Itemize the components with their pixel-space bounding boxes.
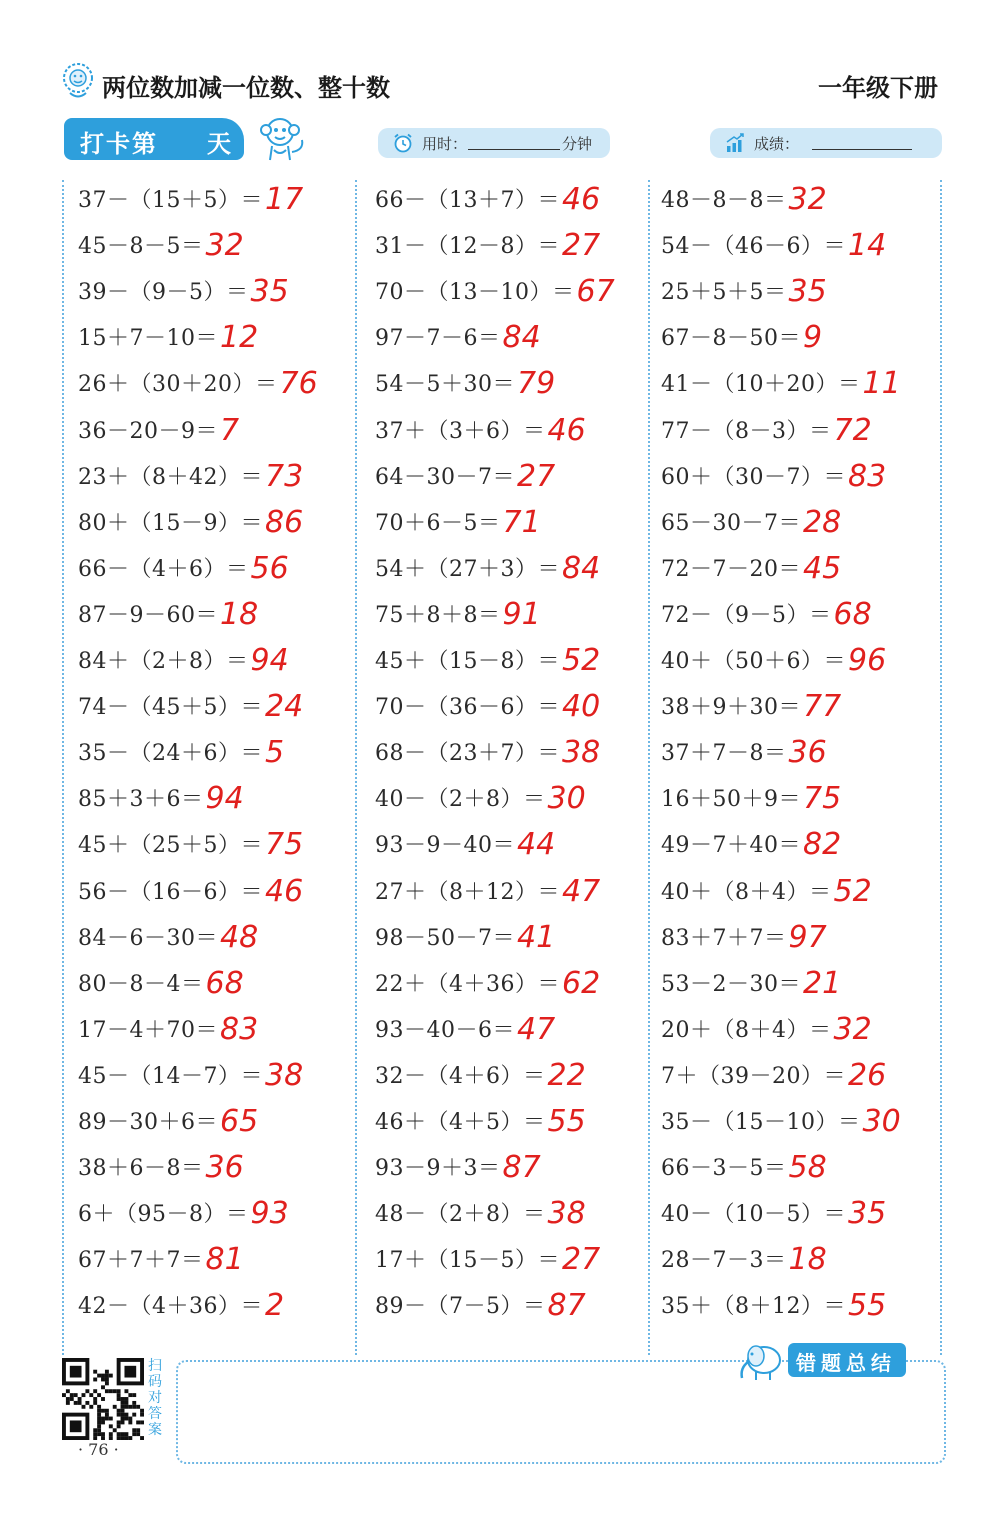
exercise-question: 40＋（50＋6）＝ [661, 649, 846, 674]
exercise-question: 74－（45＋5）＝ [78, 695, 263, 721]
exercise-item [375, 318, 541, 358]
exercise-answer: 71 [502, 504, 541, 540]
exercise-item [78, 733, 284, 773]
exercise-item [78, 1240, 244, 1280]
exercise-answer: 72 [833, 412, 872, 448]
exercise-item [78, 503, 303, 543]
time-input-line[interactable] [468, 149, 560, 150]
exercise-answer: 21 [803, 965, 842, 1001]
exercise-answer: 2 [265, 1288, 285, 1324]
exercise-question: 16＋50＋9＝ [661, 787, 801, 813]
exercise-item [78, 457, 303, 497]
exercise-question: 93－9＋3＝ [375, 1156, 501, 1182]
exercise-item [375, 733, 600, 773]
exercise-answer: 68 [205, 965, 244, 1001]
exercise-item [78, 825, 303, 865]
exercise-question: 45＋（15－8）＝ [375, 649, 560, 674]
exercise-item [78, 1010, 258, 1050]
exercise-answer: 77 [803, 689, 842, 725]
exercise-question: 72－（9－5）＝ [661, 602, 832, 628]
exercise-item [78, 180, 303, 220]
exercise-question: 67＋7＋7＝ [78, 1248, 204, 1274]
exercise-question: 70－（36－6）＝ [375, 695, 560, 721]
time-field [378, 128, 610, 158]
exercise-item [78, 1194, 289, 1234]
exercise-item [661, 733, 827, 773]
exercise-item [375, 1194, 586, 1234]
exercise-answer: 18 [788, 1242, 827, 1278]
exercise-item [375, 180, 600, 220]
exercise-item [661, 1010, 872, 1050]
exercise-question: 89－30＋6＝ [78, 1110, 218, 1135]
exercise-item [78, 272, 289, 312]
exercise-item [375, 1056, 586, 1096]
exercise-answer: 96 [848, 643, 887, 678]
exercise-question: 32－（4＋6）＝ [375, 1063, 546, 1089]
exercise-question: 36－20－9＝ [78, 418, 218, 444]
page-title: 两位数加减一位数、整十数 [102, 74, 390, 102]
exercise-question: 45＋（25＋5）＝ [78, 833, 263, 859]
exercise-question: 70－（13－10）＝ [375, 280, 575, 306]
exercise-answer: 40 [562, 689, 601, 725]
exercise-question: 66－（13＋7）＝ [375, 188, 560, 213]
exercise-question: 15＋7－10＝ [78, 326, 218, 352]
exercise-item [78, 411, 239, 451]
qr-caption: 扫码对答案 [148, 1358, 162, 1438]
exercise-answer: 84 [562, 550, 601, 586]
lion-logo-icon [62, 60, 94, 100]
exercise-answer: 79 [517, 366, 556, 402]
exercise-item [661, 318, 822, 358]
exercise-answer: 81 [205, 1242, 244, 1278]
exercise-question: 80－8－4＝ [78, 971, 204, 997]
exercise-question: 23＋（8＋42）＝ [78, 464, 263, 490]
exercise-question: 80＋（15－9）＝ [78, 510, 263, 536]
exercise-item [661, 779, 841, 819]
page-number: · 76 · [78, 1440, 119, 1459]
exercise-answer: 30 [547, 781, 586, 817]
exercise-answer: 67 [576, 274, 615, 310]
exercise-answer: 36 [205, 1150, 244, 1186]
exercise-answer: 56 [250, 550, 289, 586]
exercise-question: 77－（8－3）＝ [661, 418, 832, 444]
exercise-question: 84＋（2＋8）＝ [78, 649, 249, 674]
exercise-item [661, 825, 841, 865]
exercise-question: 40－（10－5）＝ [661, 1202, 846, 1228]
exercise-answer: 35 [788, 274, 827, 310]
exercise-question: 37－（15＋5）＝ [78, 188, 263, 213]
exercise-answer: 7 [220, 412, 240, 448]
exercise-answer: 27 [562, 1242, 601, 1278]
exercise-question: 83＋7＋7＝ [661, 925, 787, 951]
exercise-question: 54＋（27＋3）＝ [375, 556, 560, 582]
exercise-item [375, 595, 541, 635]
exercise-answer: 76 [279, 366, 318, 402]
elephant-icon [734, 1334, 788, 1384]
exercise-answer: 41 [517, 919, 556, 955]
exercise-answer: 93 [250, 1196, 289, 1232]
exercise-answer: 75 [803, 781, 842, 817]
exercise-question: 70＋6－5＝ [375, 510, 501, 536]
exercise-question: 31－（12－8）＝ [375, 234, 560, 260]
exercise-answer: 35 [250, 274, 289, 310]
exercise-answer: 30 [862, 1104, 901, 1139]
exercise-question: 17－4＋70＝ [78, 1017, 218, 1043]
exercise-question: 97－7－6＝ [375, 326, 501, 352]
exercise-item [661, 1056, 886, 1096]
mistake-summary-tag [788, 1343, 906, 1377]
exercise-question: 37＋（3＋6）＝ [375, 418, 546, 444]
exercise-question: 35＋（8＋12）＝ [661, 1294, 846, 1320]
exercise-answer: 38 [562, 735, 601, 771]
exercise-question: 65－30－7＝ [661, 510, 801, 536]
exercise-question: 89－（7－5）＝ [375, 1294, 546, 1320]
exercise-question: 37＋7－8＝ [661, 741, 787, 767]
exercise-answer: 27 [562, 228, 601, 264]
exercise-question: 72－7－20＝ [661, 556, 801, 582]
exercise-item [78, 1148, 244, 1188]
exercise-item [78, 318, 258, 358]
exercise-question: 85＋3＋6＝ [78, 787, 204, 813]
exercise-item [78, 226, 244, 266]
exercise-item [661, 595, 872, 635]
exercise-answer: 22 [547, 1057, 586, 1093]
exercise-answer: 97 [788, 919, 827, 955]
exercise-item [375, 1148, 541, 1188]
exercise-item [78, 918, 258, 958]
exercise-answer: 48 [220, 919, 259, 955]
exercise-answer: 87 [547, 1288, 586, 1324]
exercise-question: 93－40－6＝ [375, 1017, 515, 1043]
exercise-question: 54－5＋30＝ [375, 372, 515, 398]
exercise-item [375, 825, 555, 865]
exercise-answer: 35 [848, 1196, 887, 1232]
exercise-question: 48－8－8＝ [661, 188, 787, 213]
exercise-item [661, 1286, 886, 1326]
exercise-item [78, 779, 244, 819]
column-divider [62, 180, 64, 1355]
exercise-item [78, 1286, 284, 1326]
exercise-question: 46＋（4＋5）＝ [375, 1110, 546, 1135]
exercise-question: 84－6－30＝ [78, 925, 218, 951]
exercise-answer: 26 [848, 1057, 887, 1093]
exercise-item [661, 872, 872, 912]
exercise-answer: 94 [250, 643, 289, 678]
exercise-question: 25＋5＋5＝ [661, 280, 787, 306]
exercise-question: 22＋（4＋36）＝ [375, 971, 560, 997]
exercise-item [78, 687, 303, 727]
exercise-question: 27＋（8＋12）＝ [375, 879, 560, 905]
exercise-question: 26＋（30＋20）＝ [78, 372, 278, 398]
checkin-day-unit: 天 [207, 130, 231, 158]
exercise-answer: 84 [502, 320, 541, 356]
exercise-item [661, 1240, 827, 1280]
exercise-item [661, 503, 841, 543]
exercise-question: 35－（24＋6）＝ [78, 741, 263, 767]
exercise-answer: 32 [788, 182, 827, 217]
exercise-answer: 83 [220, 1011, 259, 1047]
exercise-item [78, 641, 289, 681]
exercise-answer: 58 [788, 1150, 827, 1186]
exercise-answer: 36 [788, 735, 827, 771]
exercise-answer: 55 [547, 1104, 586, 1139]
exercise-item [375, 457, 555, 497]
exercise-question: 39－（9－5）＝ [78, 280, 249, 306]
exercise-answer: 46 [265, 873, 304, 909]
exercise-question: 45－8－5＝ [78, 234, 204, 260]
score-input-line[interactable] [812, 149, 912, 150]
exercise-answer: 45 [803, 550, 842, 586]
exercise-question: 7＋（39－20）＝ [661, 1063, 846, 1089]
exercise-question: 6＋（95－8）＝ [78, 1202, 249, 1228]
exercise-item [661, 964, 841, 1004]
monkey-icon [250, 112, 310, 166]
exercise-answer: 68 [833, 596, 872, 632]
exercise-answer: 75 [265, 827, 304, 863]
exercise-answer: 17 [265, 182, 304, 217]
exercise-answer: 65 [220, 1104, 259, 1139]
checkin-label: 打卡第 [80, 130, 158, 158]
exercise-item [661, 641, 886, 681]
exercise-answer: 47 [562, 873, 601, 909]
exercise-answer: 18 [220, 596, 259, 632]
exercise-answer: 82 [803, 827, 842, 863]
exercise-item [78, 872, 303, 912]
exercise-answer: 94 [205, 781, 244, 817]
exercise-item [661, 364, 901, 404]
exercise-question: 64－30－7＝ [375, 464, 515, 490]
exercise-item [661, 549, 841, 589]
exercise-item [375, 1010, 555, 1050]
exercise-question: 38＋6－8＝ [78, 1156, 204, 1182]
exercise-answer: 32 [833, 1011, 872, 1047]
exercise-item [78, 964, 244, 1004]
exercise-item [661, 1148, 827, 1188]
exercise-item [661, 1194, 886, 1234]
exercise-answer: 32 [205, 228, 244, 264]
exercise-item [375, 226, 600, 266]
exercise-item [661, 687, 841, 727]
exercise-item [375, 964, 600, 1004]
exercise-question: 40－（2＋8）＝ [375, 787, 546, 813]
exercise-item [375, 272, 615, 312]
exercise-answer: 73 [265, 458, 304, 494]
page-header [62, 60, 942, 110]
column-divider [648, 180, 650, 1355]
exercise-answer: 27 [517, 458, 556, 494]
exercise-answer: 44 [517, 827, 556, 863]
exercise-answer: 38 [547, 1196, 586, 1232]
exercise-item [661, 272, 827, 312]
bar-chart-icon [724, 132, 746, 154]
column-divider [940, 180, 942, 1355]
alarm-clock-icon [392, 132, 414, 154]
exercise-item [375, 687, 600, 727]
exercise-question: 60＋（30－7）＝ [661, 464, 846, 490]
time-label: 用时： [422, 135, 468, 153]
exercise-answer: 28 [803, 504, 842, 540]
exercise-item [78, 364, 318, 404]
exercise-answer: 47 [517, 1011, 556, 1047]
exercise-item [78, 1056, 303, 1096]
exercise-question: 98－50－7＝ [375, 925, 515, 951]
exercise-item [375, 503, 541, 543]
exercise-item [375, 918, 555, 958]
exercise-question: 28－7－3＝ [661, 1248, 787, 1274]
exercise-question: 93－9－40＝ [375, 833, 515, 859]
exercise-grid [62, 180, 942, 1355]
exercise-item [661, 457, 886, 497]
exercise-answer: 83 [848, 458, 887, 494]
exercise-question: 87－9－60＝ [78, 602, 218, 628]
exercise-answer: 86 [265, 504, 304, 540]
exercise-question: 45－（14－7）＝ [78, 1063, 263, 1089]
exercise-question: 17＋（15－5）＝ [375, 1248, 560, 1274]
exercise-item [375, 1102, 586, 1142]
exercise-answer: 55 [848, 1288, 887, 1324]
mistake-summary-label: 错题总结 [796, 1351, 896, 1375]
exercise-item [78, 549, 289, 589]
exercise-question: 35－（15－10）＝ [661, 1110, 861, 1135]
exercise-answer: 62 [562, 965, 601, 1001]
exercise-answer: 24 [265, 689, 304, 725]
exercise-answer: 12 [220, 320, 259, 356]
exercise-question: 75＋8＋8＝ [375, 602, 501, 628]
exercise-answer: 46 [547, 412, 586, 448]
qr-code-icon[interactable] [62, 1358, 144, 1440]
exercise-question: 54－（46－6）＝ [661, 234, 846, 260]
time-unit: 分钟 [562, 135, 593, 153]
exercise-item [661, 180, 827, 220]
exercise-question: 49－7＋40＝ [661, 833, 801, 859]
exercise-answer: 5 [265, 735, 285, 771]
exercise-question: 40＋（8＋4）＝ [661, 879, 832, 905]
exercise-answer: 46 [562, 182, 601, 217]
exercise-question: 68－（23＋7）＝ [375, 741, 560, 767]
exercise-item [661, 411, 872, 451]
exercise-answer: 52 [562, 643, 601, 678]
exercise-question: 48－（2＋8）＝ [375, 1202, 546, 1228]
exercise-answer: 38 [265, 1057, 304, 1093]
exercise-question: 56－（16－6）＝ [78, 879, 263, 905]
exercise-item [661, 1102, 901, 1142]
exercise-item [375, 779, 586, 819]
exercise-item [375, 411, 586, 451]
exercise-answer: 52 [833, 873, 872, 909]
column-divider [355, 180, 357, 1355]
exercise-question: 42－（4＋36）＝ [78, 1294, 263, 1320]
exercise-answer: 91 [502, 596, 541, 632]
grade-label: 一年级下册 [818, 74, 938, 102]
score-label: 成绩： [754, 135, 800, 153]
exercise-item [661, 226, 886, 266]
exercise-answer: 9 [803, 320, 823, 356]
exercise-item [375, 1286, 586, 1326]
checkin-tag [64, 118, 244, 160]
exercise-item [375, 364, 555, 404]
exercise-question: 53－2－30＝ [661, 971, 801, 997]
exercise-answer: 87 [502, 1150, 541, 1186]
exercise-answer: 11 [862, 366, 901, 402]
exercise-question: 66－（4＋6）＝ [78, 556, 249, 582]
exercise-question: 67－8－50＝ [661, 326, 801, 352]
score-field [710, 128, 942, 158]
exercise-question: 20＋（8＋4）＝ [661, 1017, 832, 1043]
exercise-question: 41－（10＋20）＝ [661, 372, 861, 398]
exercise-item [375, 549, 600, 589]
exercise-item [375, 1240, 600, 1280]
exercise-answer: 14 [848, 228, 887, 264]
exercise-item [661, 918, 827, 958]
exercise-item [375, 872, 600, 912]
exercise-question: 66－3－5＝ [661, 1156, 787, 1182]
exercise-item [375, 641, 600, 681]
exercise-item [78, 1102, 258, 1142]
exercise-question: 38＋9＋30＝ [661, 695, 801, 721]
exercise-item [78, 595, 258, 635]
